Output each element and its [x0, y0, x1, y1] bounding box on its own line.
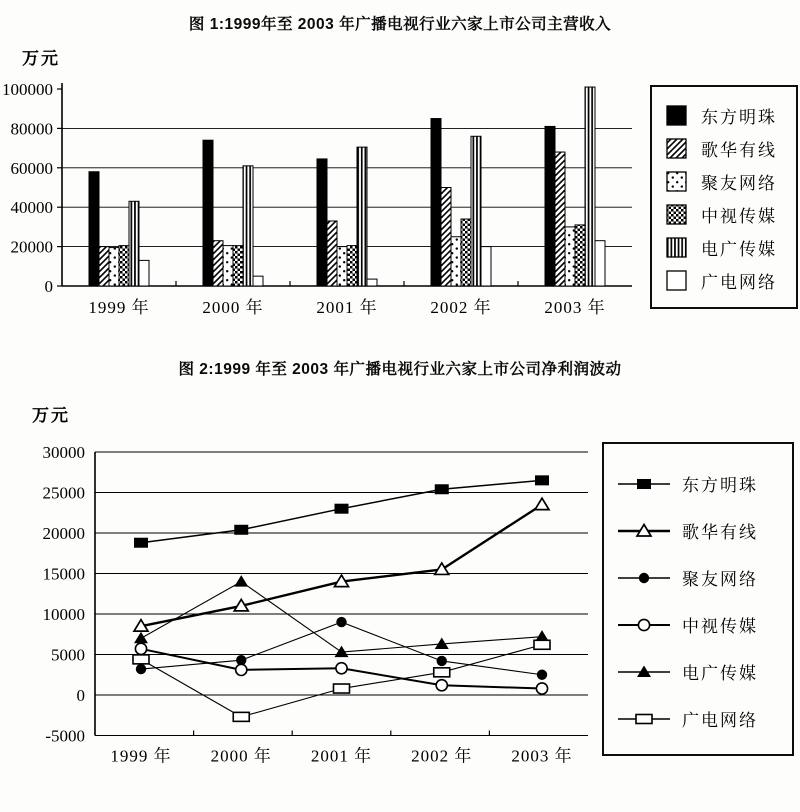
bar-dongfang-mingzhu-2003 年 [545, 126, 555, 286]
open-square-icon [616, 708, 672, 730]
bar-zhongshi-chuanmei-2002 年 [461, 219, 471, 286]
legend-label: 东方明珠 [682, 476, 758, 495]
bar-guangdian-wangluo-2002 年 [481, 247, 491, 286]
bar-guangdian-wangluo-2001 年 [367, 279, 377, 286]
y-tick-label: 20000 [10, 237, 53, 257]
legend-item-zhongshi-chuanmei [616, 601, 784, 648]
x-tick-label: 2002 年 [411, 746, 473, 766]
legend-item-dongfang-mingzhu [666, 99, 786, 132]
open-square-marker-guangdian-wangluo [233, 712, 249, 721]
legend-label: 广电网络 [701, 273, 777, 292]
bar-dongfang-mingzhu-2002 年 [431, 119, 441, 286]
y-tick-label: 20000 [42, 524, 85, 543]
open-circle-marker-zhongshi-chuanmei [336, 663, 347, 674]
figure2-row [0, 430, 800, 782]
filled-square-glyph [637, 479, 651, 489]
y-tick-label: 25000 [42, 483, 85, 503]
legend-item-dianguang-chuanmei [616, 648, 784, 695]
y-tick-label: 0 [76, 686, 85, 705]
filled-circle-marker-juyou-wangluo [336, 617, 346, 627]
line-dianguang-chuanmei [141, 582, 542, 652]
legend-item-guangdian-wangluo [666, 264, 786, 297]
filled-square-marker-dongfang-mingzhu [234, 525, 248, 535]
open-circle-marker-zhongshi-chuanmei [536, 683, 547, 694]
bar-dongfang-mingzhu-2000 年 [203, 140, 213, 286]
legend-item-dianguang-chuanmei [666, 231, 786, 264]
figure1-bar-chart [0, 71, 640, 331]
open-circle-glyph [638, 619, 649, 630]
bar-gehua-youxian-2000 年 [213, 241, 223, 286]
x-tick-label: 2000 年 [210, 746, 272, 766]
x-tick-label: 2001 年 [316, 298, 378, 317]
y-tick-label: 0 [44, 277, 53, 296]
legend-label: 歌华有线 [701, 141, 777, 160]
legend-label: 聚友网络 [682, 570, 758, 589]
legend-item-juyou-wangluo [616, 554, 784, 601]
figure1-legend [650, 85, 798, 309]
legend-label: 东方明珠 [701, 108, 777, 127]
open-square-marker-guangdian-wangluo [133, 655, 149, 664]
bar-dongfang-mingzhu-1999 年 [89, 172, 99, 286]
x-tick-label: 2002 年 [430, 298, 492, 317]
swatch-solid-icon [666, 105, 688, 127]
y-tick-label: -5000 [45, 726, 85, 746]
filled-circle-icon [616, 567, 672, 589]
y-tick-label: 40000 [10, 198, 53, 218]
x-tick-label: 2001 年 [310, 746, 373, 766]
bar-juyou-wangluo-2001 年 [337, 247, 347, 286]
filled-square-marker-dongfang-mingzhu [435, 484, 449, 494]
bar-dianguang-chuanmei-2001 年 [357, 147, 367, 286]
bar-dianguang-chuanmei-2000 年 [243, 166, 253, 286]
figure2-line-chart [0, 430, 600, 782]
x-tick-label: 2003 年 [544, 298, 606, 317]
bar-guangdian-wangluo-1999 年 [139, 260, 149, 286]
legend-item-dongfang-mingzhu [616, 460, 784, 507]
swatch-checker-icon [666, 204, 688, 226]
filled-triangle-glyph [637, 665, 651, 677]
figure1-row [0, 71, 800, 331]
open-triangle-icon [616, 520, 672, 542]
y-tick-label: 10000 [42, 605, 85, 624]
legend-label: 广电网络 [682, 711, 758, 730]
open-square-marker-guangdian-wangluo [534, 640, 550, 649]
swatch-vlines-icon [666, 237, 688, 259]
bar-gehua-youxian-1999 年 [99, 247, 109, 286]
y-tick-label: 5000 [51, 645, 85, 665]
bar-dianguang-chuanmei-2003 年 [585, 87, 595, 286]
filled-triangle-icon [616, 661, 672, 683]
bar-juyou-wangluo-2002 年 [451, 237, 461, 286]
filled-square-marker-dongfang-mingzhu [134, 538, 148, 548]
legend-label: 歌华有线 [682, 523, 758, 542]
y-tick-label: 100000 [2, 80, 53, 99]
bar-dianguang-chuanmei-2002 年 [471, 136, 481, 286]
filled-circle-marker-juyou-wangluo [136, 664, 146, 674]
filled-triangle-marker-dianguang-chuanmei [234, 575, 248, 587]
open-triangle-marker-gehua-youxian [535, 498, 549, 510]
figure2-title: 图 2:1999 年至 2003 年广播电视行业六家上市公司净利润波动 [178, 361, 622, 378]
y-tick-label: 60000 [10, 158, 53, 178]
x-tick-label: 2003 年 [511, 746, 573, 766]
line-gehua-youxian [141, 505, 542, 627]
bar-zhongshi-chuanmei-2003 年 [575, 225, 585, 286]
swatch-white-icon [666, 270, 688, 292]
y-tick-label: 15000 [42, 564, 85, 584]
legend-item-gehua-youxian [666, 132, 786, 165]
filled-triangle-marker-dianguang-chuanmei [134, 632, 148, 644]
x-tick-label: 1999 年 [88, 298, 150, 317]
bar-zhongshi-chuanmei-2001 年 [347, 246, 357, 286]
filled-square-icon [616, 473, 672, 495]
bar-juyou-wangluo-2000 年 [223, 246, 233, 286]
legend-item-guangdian-wangluo [616, 695, 784, 742]
bar-gehua-youxian-2003 年 [555, 152, 565, 286]
bar-zhongshi-chuanmei-1999 年 [119, 246, 129, 286]
bar-gehua-youxian-2002 年 [441, 188, 451, 287]
filled-circle-glyph [639, 572, 649, 582]
figure1-title: 图 1:1999年至 2003 年广播电视行业六家上市公司主营收入 [188, 16, 612, 33]
open-square-marker-guangdian-wangluo [334, 684, 350, 693]
legend-item-zhongshi-chuanmei [666, 198, 786, 231]
bar-dianguang-chuanmei-1999 年 [129, 201, 139, 286]
x-tick-label: 1999 年 [110, 746, 172, 766]
legend-item-juyou-wangluo [666, 165, 786, 198]
legend-item-gehua-youxian [616, 507, 784, 554]
filled-circle-marker-juyou-wangluo [537, 670, 547, 680]
legend-label: 中视传媒 [682, 617, 758, 636]
bar-dongfang-mingzhu-2001 年 [317, 159, 327, 286]
open-triangle-marker-gehua-youxian [435, 563, 449, 575]
open-circle-marker-zhongshi-chuanmei [236, 664, 247, 675]
open-circle-icon [616, 614, 672, 636]
filled-square-marker-dongfang-mingzhu [335, 504, 349, 514]
filled-circle-marker-juyou-wangluo [437, 656, 447, 666]
bar-juyou-wangluo-1999 年 [109, 248, 119, 286]
open-square-marker-guangdian-wangluo [434, 668, 450, 677]
x-tick-label: 2000 年 [202, 298, 264, 317]
bar-guangdian-wangluo-2003 年 [595, 241, 605, 286]
bar-guangdian-wangluo-2000 年 [253, 276, 263, 286]
figure2-y-axis-unit: 万元 [32, 406, 70, 425]
bar-gehua-youxian-2001 年 [327, 221, 337, 286]
swatch-dots-icon [666, 171, 688, 193]
open-square-glyph [636, 714, 652, 723]
legend-label: 中视传媒 [701, 207, 777, 226]
figure2-legend [602, 442, 794, 756]
swatch-diagonal-icon [666, 138, 688, 160]
open-circle-marker-zhongshi-chuanmei [436, 680, 447, 691]
legend-label: 聚友网络 [701, 174, 777, 193]
filled-square-marker-dongfang-mingzhu [535, 475, 549, 485]
bar-zhongshi-chuanmei-2000 年 [233, 246, 243, 286]
y-tick-label: 30000 [42, 443, 85, 462]
open-circle-marker-zhongshi-chuanmei [135, 643, 146, 654]
bar-juyou-wangluo-2003 年 [565, 227, 575, 286]
y-tick-label: 80000 [10, 119, 53, 139]
legend-label: 电广传媒 [701, 240, 777, 259]
legend-label: 电广传媒 [682, 664, 758, 683]
figure1-y-axis-unit: 万元 [22, 49, 60, 68]
